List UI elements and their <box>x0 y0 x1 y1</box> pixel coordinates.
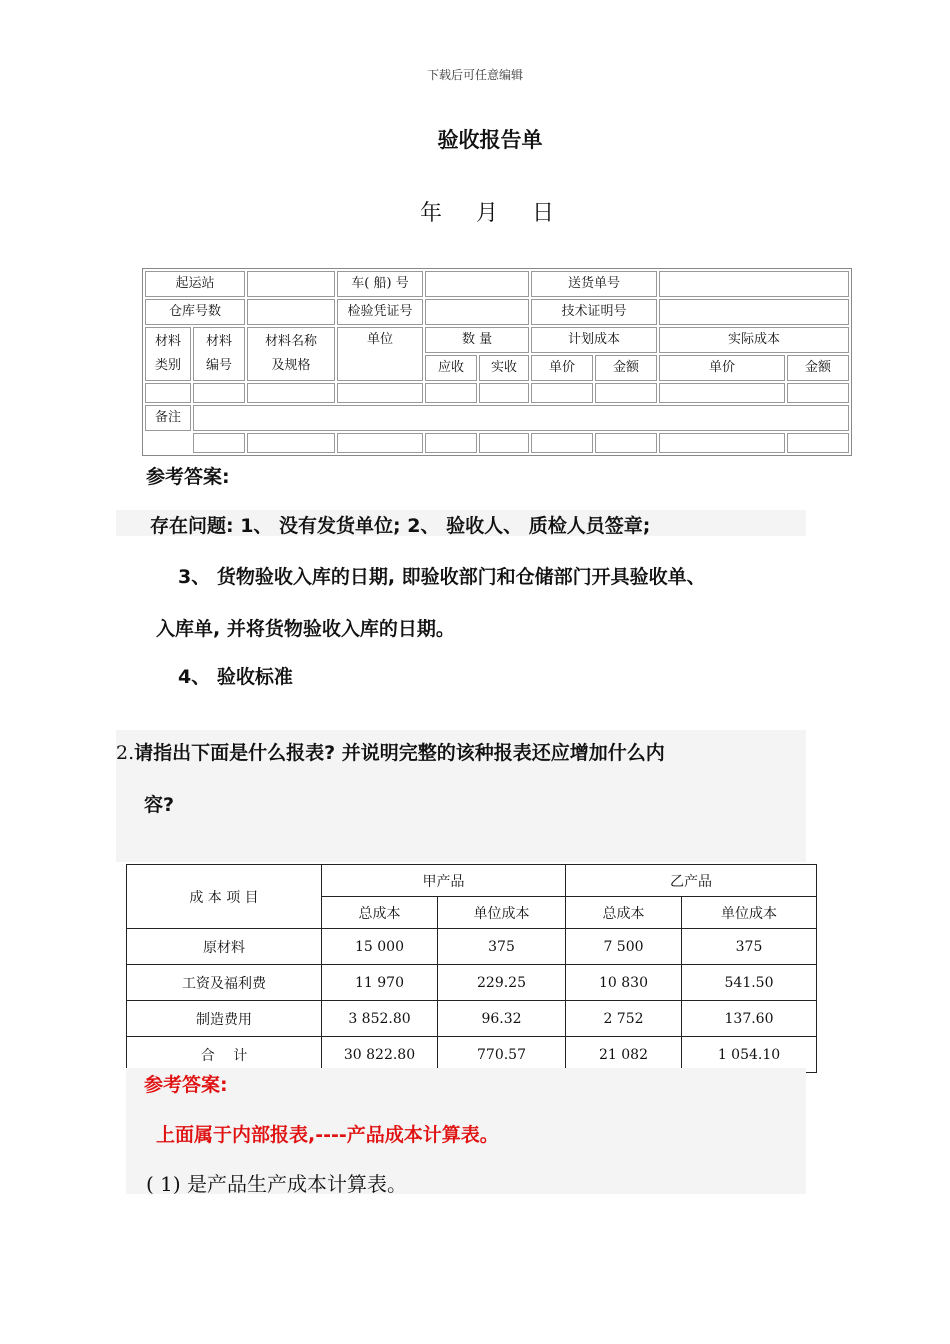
header-material-code: 材料 编号 <box>193 327 245 381</box>
header-material-category: 材料 类别 <box>145 327 191 381</box>
answer1-line3: 入库单, 并将货物验收入库的日期。 <box>156 618 455 640</box>
answer2-label: 参考答案: <box>144 1074 228 1096</box>
header-unit-price-actual: 单价 <box>659 355 785 381</box>
product-a-header: 甲产品 <box>322 865 566 897</box>
value-tech-cert <box>659 299 849 325</box>
answer1-label: 参考答案: <box>146 466 230 488</box>
value-remarks <box>193 405 849 431</box>
b-total: 21 082 <box>566 1037 682 1073</box>
empty-cell <box>479 433 529 453</box>
header-quantity: 数 量 <box>425 327 529 353</box>
answer2-line2: ( 1) 是产品生产成本计算表。 <box>146 1172 408 1196</box>
b-total-cost-header: 总成本 <box>566 897 682 929</box>
label-tech-cert: 技术证明号 <box>531 299 657 325</box>
header-unit-price-planned: 单价 <box>531 355 593 381</box>
empty-cell <box>425 383 477 403</box>
b-total: 7 500 <box>566 929 682 965</box>
empty-cell <box>787 433 849 453</box>
date-line <box>420 196 554 227</box>
empty-cell <box>531 383 593 403</box>
b-unit: 375 <box>682 929 817 965</box>
value-inspection-voucher <box>425 299 529 325</box>
label-origin-station: 起运站 <box>145 271 245 297</box>
table-row <box>127 929 817 965</box>
label-warehouse-no: 仓库号数 <box>145 299 245 325</box>
b-total: 2 752 <box>566 1001 682 1037</box>
a-unit-cost-header: 单位成本 <box>438 897 566 929</box>
date-year: 年 <box>420 201 443 226</box>
header-receivable: 应收 <box>425 355 477 381</box>
b-total: 10 830 <box>566 965 682 1001</box>
question2-line1 <box>116 738 665 765</box>
date-month: 月 <box>476 201 499 226</box>
question2-text: 请指出下面是什么报表? 并说明完整的该种报表还应增加什么内 <box>134 742 665 764</box>
answer1-line1: 存在问题: 1、 没有发货单位; 2、 验收人、 质检人员签章; <box>150 515 651 537</box>
a-unit: 770.57 <box>438 1037 566 1073</box>
table-row <box>127 965 817 1001</box>
answer2-line1: 上面属于内部报表,----产品成本计算表。 <box>156 1124 499 1146</box>
label-inspection-voucher: 检验凭证号 <box>337 299 423 325</box>
b-unit: 1 054.10 <box>682 1037 817 1073</box>
empty-cell <box>425 433 477 453</box>
b-unit: 137.60 <box>682 1001 817 1037</box>
empty-cell <box>659 383 785 403</box>
empty-cell <box>193 433 245 453</box>
header-unit: 单位 <box>337 327 423 381</box>
empty-cell <box>479 383 529 403</box>
receipt-form-table <box>142 268 852 456</box>
header-planned-cost: 计划成本 <box>531 327 657 353</box>
empty-cell <box>145 383 191 403</box>
question2-line2: 容? <box>144 794 175 816</box>
header-received: 实收 <box>479 355 529 381</box>
a-unit: 375 <box>438 929 566 965</box>
cost-item: 原材料 <box>127 929 322 965</box>
answer1-line4: 4、 验收标准 <box>178 666 293 688</box>
a-unit: 229.25 <box>438 965 566 1001</box>
value-delivery-no <box>659 271 849 297</box>
header-actual-cost: 实际成本 <box>659 327 849 353</box>
header-amount-planned: 金额 <box>595 355 657 381</box>
empty-cell <box>787 383 849 403</box>
empty-cell <box>337 383 423 403</box>
empty-cell <box>659 433 785 453</box>
empty-cell <box>337 433 423 453</box>
header-note: 下载后可任意编辑 <box>426 68 523 82</box>
a-total-cost-header: 总成本 <box>322 897 438 929</box>
cost-item: 制造费用 <box>127 1001 322 1037</box>
cost-item-header: 成 本 项 目 <box>127 865 322 929</box>
label-remarks: 备注 <box>145 405 191 431</box>
cost-table <box>126 864 817 1073</box>
label-delivery-no: 送货单号 <box>531 271 657 297</box>
header-material-name: 材料名称 及规格 <box>247 327 335 381</box>
table-row <box>127 1001 817 1037</box>
empty-cell <box>247 433 335 453</box>
value-vehicle-no <box>425 271 529 297</box>
answer1-line2: 3、 货物验收入库的日期, 即验收部门和仓储部门开具验收单、 <box>178 566 706 588</box>
empty-cell <box>595 383 657 403</box>
empty-cell <box>193 383 245 403</box>
date-day: 日 <box>532 201 555 226</box>
a-total: 3 852.80 <box>322 1001 438 1037</box>
cost-item: 工资及福利费 <box>127 965 322 1001</box>
empty-cell <box>145 433 191 453</box>
cost-item: 合 计 <box>127 1037 322 1073</box>
value-warehouse-no <box>247 299 335 325</box>
empty-cell <box>531 433 593 453</box>
a-unit: 96.32 <box>438 1001 566 1037</box>
header-amount-actual: 金额 <box>787 355 849 381</box>
question2-number: 2. <box>116 742 135 764</box>
b-unit: 541.50 <box>682 965 817 1001</box>
empty-cell <box>247 383 335 403</box>
a-total: 30 822.80 <box>322 1037 438 1073</box>
a-total: 11 970 <box>322 965 438 1001</box>
a-total: 15 000 <box>322 929 438 965</box>
b-unit-cost-header: 单位成本 <box>682 897 817 929</box>
value-origin-station <box>247 271 335 297</box>
document-title: 验收报告单 <box>437 128 543 152</box>
empty-cell <box>595 433 657 453</box>
label-vehicle-no: 车( 船) 号 <box>337 271 423 297</box>
product-b-header: 乙产品 <box>566 865 817 897</box>
